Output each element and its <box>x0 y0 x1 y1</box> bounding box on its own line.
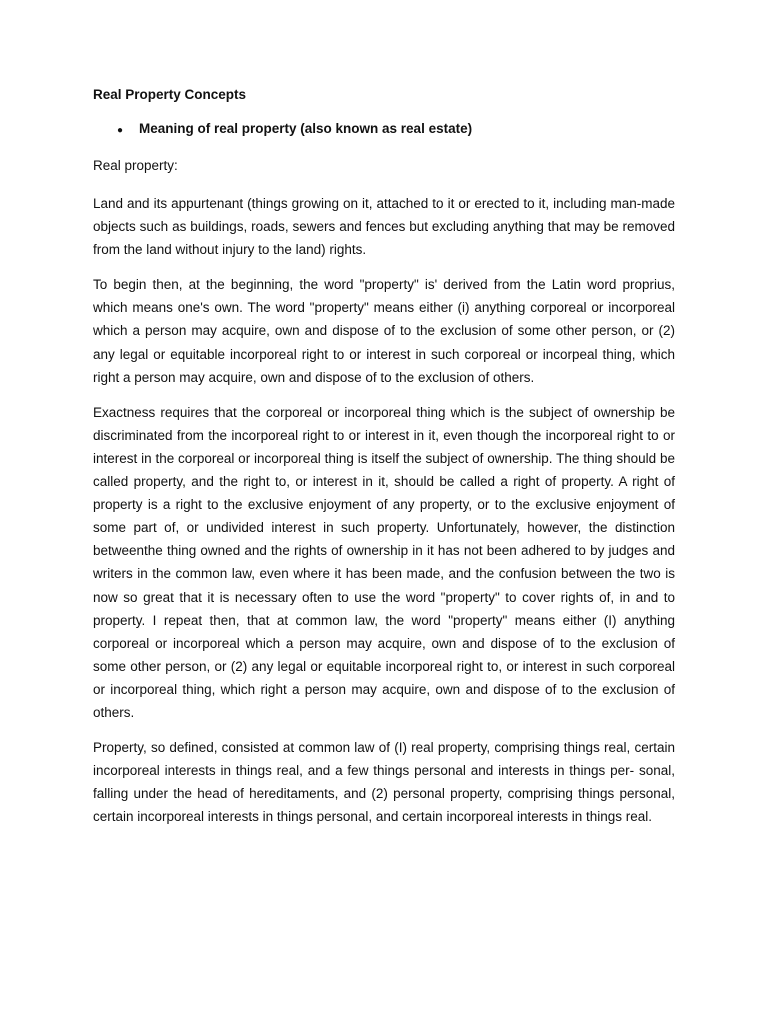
bullet-item <box>93 120 675 140</box>
document-page <box>93 86 675 840</box>
bullet-heading: Meaning of real property (also known as real estate) <box>139 121 473 136</box>
paragraph-exactness: Exactness requires that the corporeal or incorporeal thing which is the subject of ownership be discriminated from the incorporeal right to or interest in it, even though the incorporeal right to or interest in the corporeal or incorporeal thing is itself the subject of ownership. The thing should be called property, and the right to, or interest in it, should be called a right of property. A right of property is a right to the exclusive enjoyment of any property, or to the exclusive enjoyment of some part of, or undivided interest in such property. Unfortunately, however, the distinction betweenthe thing owned and the rights of ownership in it has not been adhered to by judges and writers in the common law, even where it has been made, and the confusion between the two is now so great that it is necessary often to use the word "property" to cover rights of, in and to property. I repeat then, that at common law, the word "property" means either (I) anything corporeal or incorporeal which a person may acquire, own and dispose of to the exclusion of some other person, or (2) any legal or equitable incorporeal right to, or interest in such corporeal or incorporeal thing, which right a person may acquire, own and dispose of to the exclusion of others. <box>93 404 675 720</box>
section-label: Real property: <box>93 158 178 173</box>
paragraph-land-definition: Land and its appurtenant (things growing on it, attached to it or erected to it, including man-made objects such as buildings, roads, sewers and fences but excluding anything that may be removed from the land without injury to the land) rights. <box>93 196 675 258</box>
paragraph-common-law: Property, so defined, consisted at common law of (I) real property, comprising things real, certain incorporeal interests in things real, and a few things personal and interests in things per- sonal, falling under the head of hereditaments, and (2) personal property, comprising things personal, certain incorporeal interests in things personal, and certain incorporeal interests in things real. <box>93 740 675 825</box>
paragraph-property-origin: To begin then, at the beginning, the word "property" is' derived from the Latin word proprius, which means one's own. The word "property" means either (i) anything corporeal or incorporeal which a person may acquire, own and dispose of to the exclusion of some other person, or (2) any legal or equitable incorporeal right to or interest in such corporeal or incorpeal thing, which right a person may acquire, own and dispose of to the exclusion of others. <box>93 277 675 385</box>
bullet-icon: ● <box>117 125 124 136</box>
document-title: Real Property Concepts <box>93 87 247 102</box>
